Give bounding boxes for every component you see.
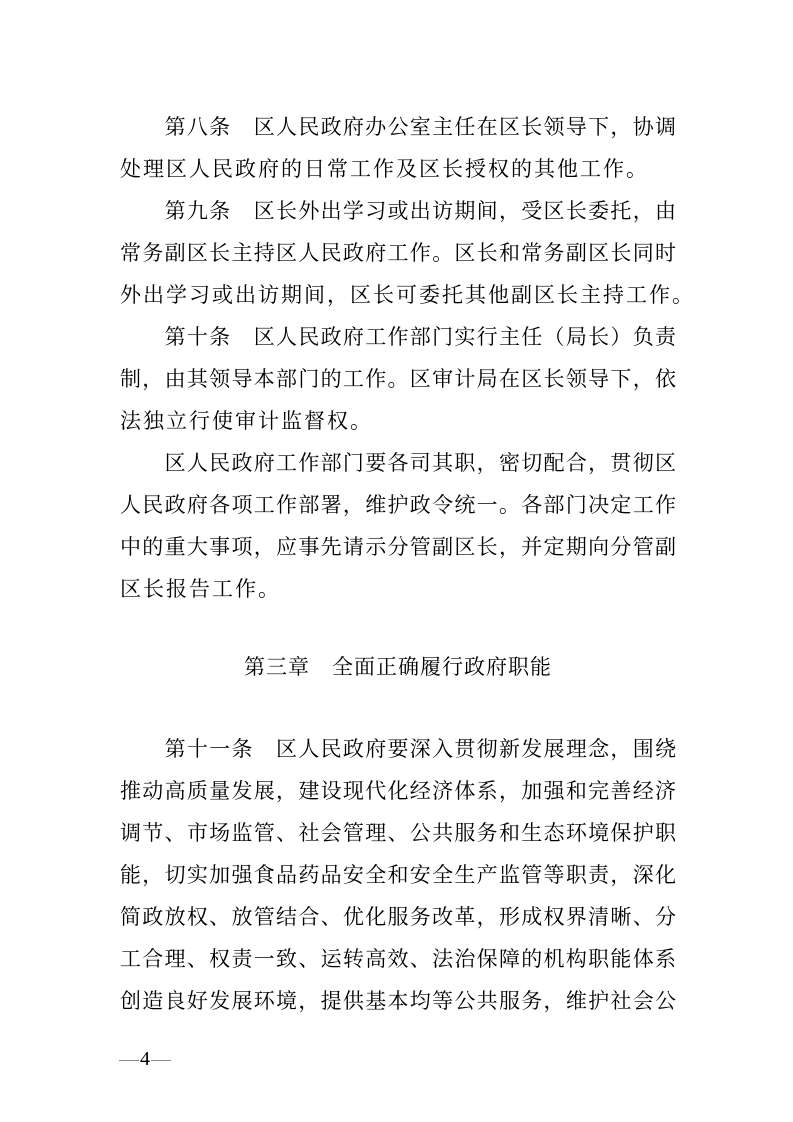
article-8 (120, 107, 676, 191)
document-body (120, 107, 695, 1023)
text-line: 区人民政府工作部门要各司其职，密切配合，贯彻区 (120, 452, 676, 475)
text-line: 中的重大事项，应事先请示分管副区长，并定期向分管副 (120, 536, 676, 559)
text-line: 法独立行使审计监督权。 (120, 410, 373, 433)
text-line: 第八条 区人民政府办公室主任在区长领导下，协调 (120, 116, 676, 139)
text-line: 第十条 区人民政府工作部门实行主任（局长）负责 (120, 326, 676, 349)
text-line: 第十一条 区人民政府要深入贯彻新发展理念，围绕 (120, 738, 676, 761)
page-footer (119, 1046, 171, 1072)
text-line: 常务副区长主持区人民政府工作。区长和常务副区长同时 (120, 242, 676, 265)
article-10-paragraph-2 (120, 443, 676, 611)
footer-dash-right: — (151, 1048, 171, 1070)
article-10 (120, 317, 676, 443)
article-11 (120, 729, 676, 1023)
article-9 (120, 191, 695, 317)
text-line: 人民政府各项工作部署，维护政令统一。各部门决定工作 (120, 494, 676, 517)
text-line: 外出学习或出访期间，区长可委托其他副区长主持工作。 (120, 284, 695, 307)
text-line: 简政放权、放管结合、优化服务改革，形成权界清晰、分 (120, 906, 676, 929)
text-line: 创造良好发展环境，提供基本均等公共服务，维护社会公 (120, 990, 676, 1013)
chapter-3-heading: 第三章 全面正确履行政府职能 (244, 656, 552, 679)
text-line: 调节、市场监管、社会管理、公共服务和生态环境保护职 (120, 822, 676, 845)
page-number: 4 (140, 1048, 150, 1070)
text-line: 工合理、权责一致、运转高效、法治保障的机构职能体系 (120, 948, 676, 971)
text-line: 能，切实加强食品药品安全和安全生产监管等职责，深化 (120, 864, 676, 887)
footer-dash-left: — (119, 1048, 139, 1070)
text-line: 第九条 区长外出学习或出访期间，受区长委托，由 (120, 200, 676, 223)
text-line: 制，由其领导本部门的工作。区审计局在区长领导下，依 (120, 368, 676, 391)
text-line: 区长报告工作。 (120, 578, 281, 601)
text-line: 处理区人民政府的日常工作及区长授权的其他工作。 (120, 158, 649, 181)
text-line: 推动高质量发展，建设现代化经济体系，加强和完善经济 (120, 780, 676, 803)
